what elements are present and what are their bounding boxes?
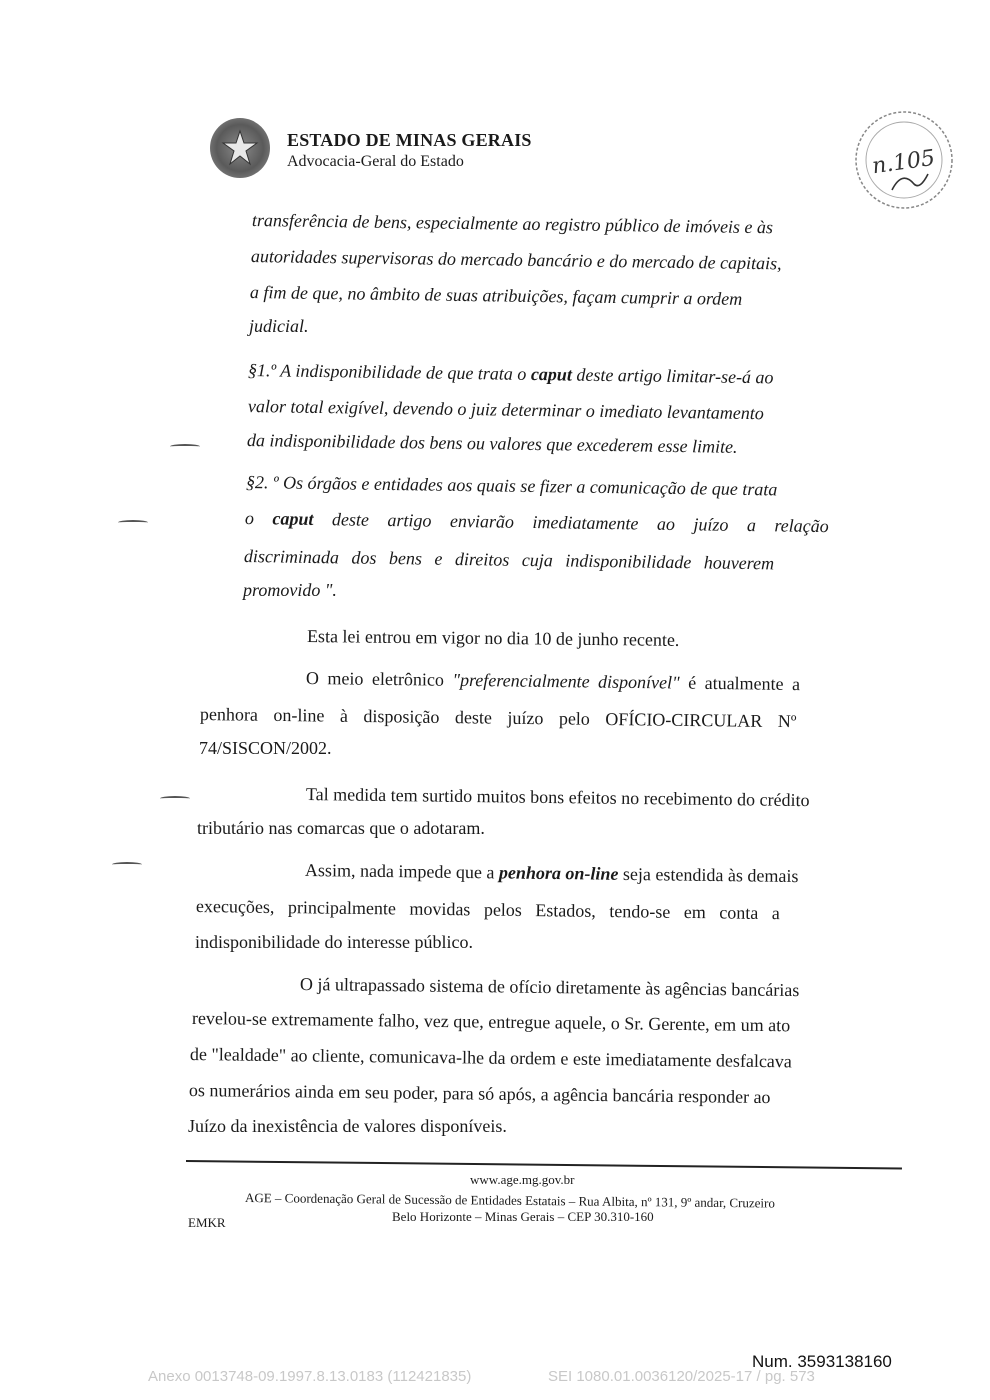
state-coat-of-arms-emblem [210,118,270,178]
margin-mark [170,444,200,449]
body-paragraph: Esta lei entrou em vigor no dia 10 de junho recente. [306,626,680,650]
quote-line: valor total exigível, devendo o juiz determinar o imediato levantamento [247,396,764,424]
quote-paragraph-2-line: §2. º Os órgãos e entidades aos quais se fizer a comunicação de que trata [245,472,778,500]
footer-address: AGE – Coordenação Geral de Sucessão de Entidades Estatais – Rua Albita, nº 131, 9º andar, Cruzeiro [244,1190,775,1211]
body-paragraph-line: os numerários ainda em seu poder, para só após, a agência bancária responder ao [188,1080,771,1108]
body-paragraph-line: Assim, nada impede que a penhora on-line seja estendida às demais [304,860,799,887]
margin-mark [112,862,142,867]
star-icon [220,128,260,168]
footer-divider [186,1160,902,1169]
margin-mark [118,520,148,525]
body-paragraph-line: revelou-se extremamente falho, vez que, entregue aquele, o Sr. Gerente, em um ato [191,1008,791,1036]
author-initials: EMKR [188,1215,226,1230]
quote-line: a fim de que, no âmbito de suas atribuições, façam cumprir a ordem [249,282,743,309]
body-paragraph-line: O meio eletrônico "preferencialmente disponível" é atualmente a [305,668,801,695]
quote-line: autoridades supervisoras do mercado bancário e do mercado de capitais, [250,246,782,274]
footer-url: www.age.mg.gov.br [470,1172,575,1187]
quote-line: discriminada dos bens e direitos cuja indisponibilidade houverem [243,546,775,574]
body-paragraph-line: indisponibilidade do interesse público. [195,932,473,952]
organization-name: ESTADO DE MINAS GERAIS [287,130,532,150]
footer-city: Belo Horizonte – Minas Gerais – CEP 30.310-160 [392,1209,654,1224]
quote-line: judicial. [249,316,309,336]
stamp-handwritten-number: n.105 [870,145,937,180]
body-paragraph-line: de "lealdade" ao cliente, comunicava-lhe da ordem e este imediatamente desfalcava [189,1044,792,1072]
body-paragraph-line: execuções, principalmente movidas pelos Estados, tendo-se em conta a [195,896,780,924]
quote-paragraph-1-line: §1.º A indisponibilidade de que trata o caput deste artigo limitar-se-á ao [247,360,774,388]
document-number: Num. 3593138160 [752,1352,892,1371]
margin-mark [160,796,190,801]
quote-line: da indisponibilidade dos bens ou valores que excederem esse limite. [246,430,738,457]
organization-subtitle: Advocacia-Geral do Estado [287,153,464,170]
quote-paragraph-2-line: o caput deste artigo enviarão imediatamente ao juízo a relação [244,508,829,537]
body-paragraph-line: tributário nas comarcas que o adotaram. [197,818,485,838]
quote-line: transferência de bens, especialmente ao registro público de imóveis e às [251,210,774,238]
body-paragraph-line: Tal medida tem surtido muitos bons efeitos no recebimento do crédito [305,784,810,811]
sei-watermark: SEI 1080.01.0036120/2025-17 / pg. 573 [548,1368,815,1385]
body-paragraph-line: O já ultrapassado sistema de ofício diretamente às agências bancárias [299,974,800,1001]
annex-watermark: Anexo 0013748-09.1997.8.13.0183 (112421835) [148,1368,472,1385]
quote-line: promovido ". [243,580,337,600]
body-paragraph-line: 74/SISCON/2002. [199,738,332,758]
body-paragraph-line: Juízo da inexistência de valores disponíveis. [188,1116,507,1136]
body-paragraph-line: penhora on-line à disposição deste juízo pelo OFÍCIO-CIRCULAR Nº [199,704,797,732]
